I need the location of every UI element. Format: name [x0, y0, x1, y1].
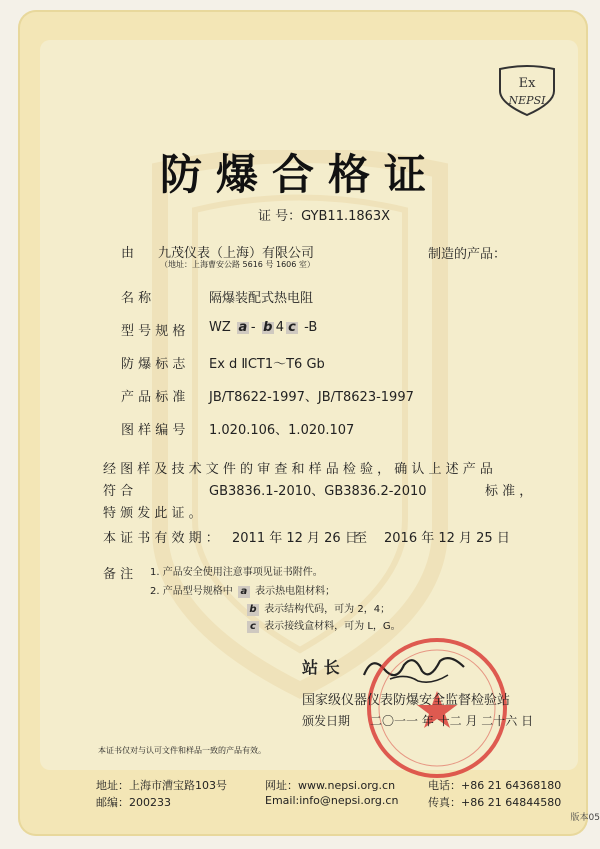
validity-to-word: 至 [354, 531, 368, 546]
page-title: 防爆合格证 [159, 150, 440, 199]
standard-value: JB/T8622-1997、JB/T8623-1997 [209, 390, 414, 405]
applicant-name: 九茂仪表（上海）有限公司 [158, 246, 315, 261]
ex-marking-label: 防 爆 标 志 [121, 357, 186, 372]
drawing-number-label: 图 样 编 号 [121, 423, 186, 438]
validity-label: 本 证 书 有 效 期 ： [103, 531, 219, 546]
note-3 [245, 600, 390, 616]
model-value: WZ a - b 4 c -B [209, 320, 318, 335]
applicant-label: 由 [121, 246, 135, 261]
manufactured-product-label: 制造的产品： [428, 247, 507, 262]
validity-from: 2011 年 12 月 26 日 [232, 531, 358, 546]
model-symbol-a: a [238, 320, 248, 335]
footer-fax: 传真：+86 21 64844580 [428, 796, 562, 809]
note-4-text: 表示接线盒材料，可为 L，G。 [264, 621, 401, 632]
notes-label: 备 注 [103, 567, 134, 582]
validity-disclaimer: 本证书仅对与认可文件和样品一致的产品有效。 [98, 746, 266, 755]
note-3-text: 表示结构代码，可为 2，4； [264, 604, 391, 615]
footer-zip: 邮编：200233 [96, 796, 171, 809]
note-symbol-c: c [247, 621, 259, 633]
note-1: 1. 产品安全使用注意事项见证书附件。 [150, 567, 323, 578]
form-version: 版本05 [570, 813, 600, 823]
issuing-organization: 国家级仪器仪表防爆安全监督检验站 [302, 693, 511, 708]
ex-marking-value: Ex d ⅡCT1～T6 Gb [209, 357, 325, 372]
standard-label: 产 品 标 准 [121, 390, 186, 405]
note-symbol-a: a [238, 586, 250, 598]
nepsi-ex-logo [496, 63, 558, 117]
applicant-address: （地址：上海曹安公路 5616 号 1606 室） [160, 260, 315, 269]
paragraph-conform-label: 符 合 [103, 484, 134, 499]
model-label: 型 号 规 格 [121, 324, 186, 339]
logo-ex-text: Ex [518, 76, 536, 91]
paragraph-line-3: 特 颁 发 此 证 。 [103, 506, 202, 521]
station-head-label: 站 长 [302, 658, 340, 677]
paragraph-conform-standards: GB3836.1-2010、GB3836.2-2010 [209, 484, 427, 499]
paragraph-conform-end: 标 准 ， [485, 484, 533, 499]
model-suffix: -B [304, 320, 318, 335]
product-name-value: 隔爆装配式热电阻 [209, 291, 314, 306]
note-2b-text: 表示热电阻材料； [255, 586, 336, 597]
footer-email: Email:info@nepsi.org.cn [265, 794, 399, 807]
paragraph-line-1: 经 图 样 及 技 术 文 件 的 审 查 和 样 品 检 验 ， 确 认 上 述 产 品 [103, 462, 493, 477]
model-symbol-c: c [286, 322, 298, 334]
model-prefix: WZ [209, 320, 231, 335]
note-2 [150, 582, 335, 598]
official-red-seal [362, 633, 512, 783]
note-2-text: 2. 产品型号规格中 [150, 586, 233, 597]
product-name-label: 名 称 [121, 291, 152, 306]
drawing-number-value: 1.020.106、1.020.107 [209, 423, 355, 438]
footer-website: 网址：www.nepsi.org.cn [265, 779, 396, 792]
certificate-number: 证 号：GYB11.1863X [258, 209, 391, 224]
validity-to: 2016 年 12 月 25 日 [384, 531, 510, 546]
footer-telephone: 电话：+86 21 64368180 [428, 779, 562, 792]
issue-date-label: 颁发日期 [302, 714, 351, 728]
issue-date-value: 二〇一一 年 十二 月 二十六 日 [370, 714, 534, 728]
note-4 [245, 617, 401, 633]
model-symbol-b: b [263, 320, 273, 335]
footer-address: 地址：上海市漕宝路103号 [96, 779, 227, 792]
note-symbol-b: b [247, 604, 259, 616]
logo-nepsi-text: NEPSI [508, 94, 546, 107]
